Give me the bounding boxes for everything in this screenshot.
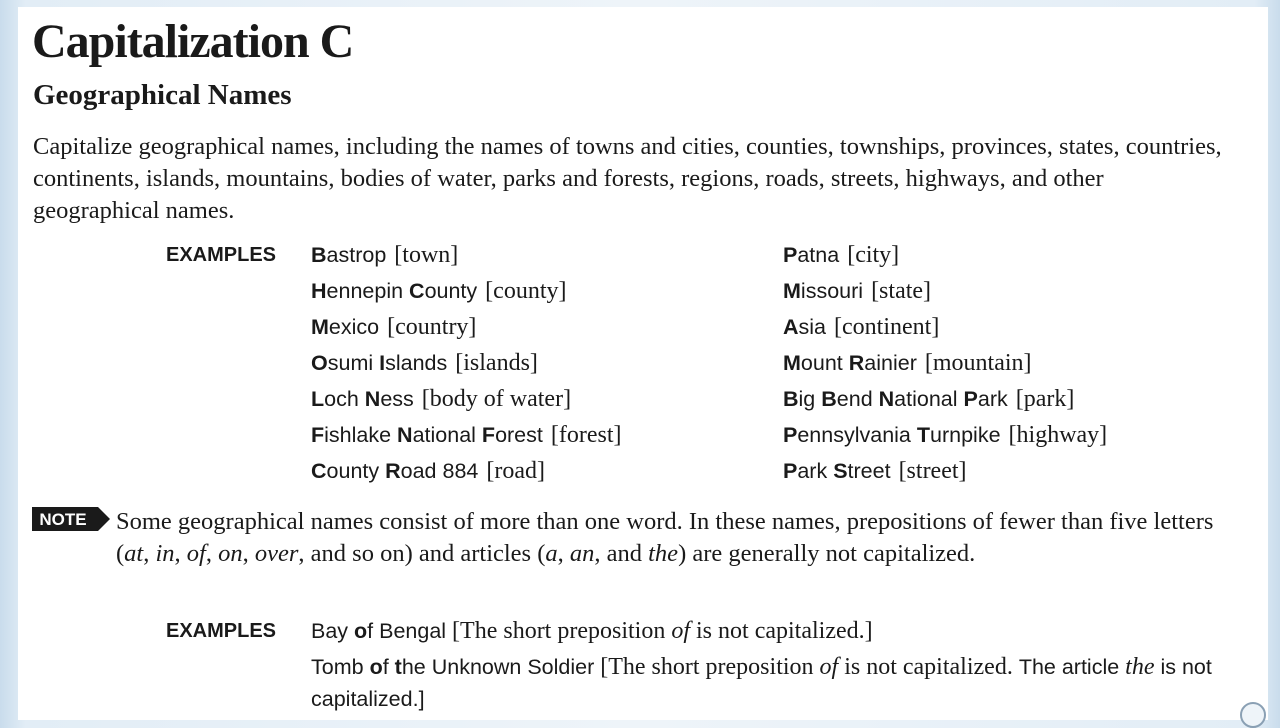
examples-label: EXAMPLES bbox=[166, 244, 277, 266]
italic-word: of bbox=[819, 654, 839, 680]
capital-letter: B bbox=[821, 387, 837, 411]
examples-right-column bbox=[783, 237, 1107, 489]
text-run: , and so on) and articles ( bbox=[298, 540, 546, 567]
term-text: ount bbox=[800, 351, 849, 375]
example-category: [highway] bbox=[1008, 422, 1108, 448]
capital-letter: M bbox=[783, 351, 801, 375]
example-row bbox=[311, 345, 622, 381]
example-category: [mountain] bbox=[924, 350, 1032, 376]
term-text: oad 884 bbox=[400, 459, 479, 483]
term-text: ennepin bbox=[326, 279, 410, 303]
example-row bbox=[311, 309, 622, 345]
term-text: end bbox=[836, 387, 879, 411]
example-row bbox=[783, 273, 1107, 309]
term-text: ounty bbox=[424, 279, 478, 303]
example-term bbox=[311, 243, 386, 267]
example-term bbox=[311, 351, 447, 375]
example-term bbox=[783, 315, 826, 339]
example-comment: [The short preposition bbox=[452, 618, 672, 644]
text-run: , bbox=[205, 540, 219, 567]
text-run: , and bbox=[594, 540, 649, 567]
term-text: ennsylvania bbox=[797, 423, 917, 447]
capital-letter: H bbox=[311, 279, 327, 303]
example-row bbox=[311, 381, 622, 417]
slide bbox=[18, 7, 1268, 720]
term-text: ig bbox=[798, 387, 822, 411]
term-text: ark bbox=[797, 459, 834, 483]
intro-paragraph: Capitalize geographical names, including the names of towns and cities, counties, townships, provinces, states, countries, continents, islands, mountains, bodies of water, parks and forests, regions, roads, streets, highways, and other geographical names. bbox=[33, 133, 1222, 224]
text-run: f bbox=[382, 655, 395, 679]
text-run: , bbox=[242, 540, 255, 567]
italic-word: the bbox=[1125, 654, 1155, 680]
text-run: Some geographical names consist of more than one word. In these names, prepositions of fewer than five letters ( bbox=[116, 508, 1214, 567]
italic-word: of bbox=[671, 618, 691, 644]
term-text: slands bbox=[385, 351, 448, 375]
italic-word: on bbox=[218, 540, 243, 567]
examples2-label: EXAMPLES bbox=[166, 620, 277, 642]
bold-letter: t bbox=[394, 655, 402, 679]
text-run: Bay bbox=[311, 619, 355, 643]
example-row bbox=[783, 381, 1107, 417]
note-badge-icon bbox=[32, 507, 110, 531]
term-text: sia bbox=[798, 315, 827, 339]
example-category: [street] bbox=[898, 458, 967, 484]
italic-word: at bbox=[124, 540, 144, 567]
note-paragraph bbox=[116, 506, 1226, 570]
example-preposition-row bbox=[311, 615, 1251, 647]
example-term bbox=[783, 243, 839, 267]
example-term bbox=[783, 459, 891, 483]
example-row bbox=[311, 273, 622, 309]
example-category: [body of water] bbox=[421, 386, 572, 412]
text-run: Tomb bbox=[311, 655, 370, 679]
example-row bbox=[783, 417, 1107, 453]
text-run: ) are generally not capitalized. bbox=[678, 540, 976, 567]
capital-letter: P bbox=[783, 459, 798, 483]
term-text: atna bbox=[797, 243, 840, 267]
example-category: [state] bbox=[871, 278, 932, 304]
italic-word: the bbox=[648, 540, 679, 567]
capital-letter: B bbox=[311, 243, 327, 267]
example-term bbox=[311, 279, 477, 303]
example-category: [park] bbox=[1015, 386, 1075, 412]
example-category: [city] bbox=[847, 242, 900, 268]
example-preposition-row bbox=[311, 651, 1251, 715]
example-category: [county] bbox=[485, 278, 567, 304]
bold-letter: o bbox=[354, 619, 368, 643]
term-text: astrop bbox=[326, 243, 387, 267]
capital-letter: N bbox=[364, 387, 381, 411]
example-row bbox=[783, 453, 1107, 489]
capital-letter: B bbox=[783, 387, 799, 411]
italic-word: in bbox=[155, 540, 175, 567]
capital-letter: C bbox=[409, 279, 425, 303]
term-text: urnpike bbox=[930, 423, 1001, 447]
term-text: exico bbox=[328, 315, 380, 339]
example-row bbox=[783, 237, 1107, 273]
capital-letter: M bbox=[783, 279, 801, 303]
example-row bbox=[783, 345, 1107, 381]
capital-letter: P bbox=[963, 387, 978, 411]
example-category: [country] bbox=[387, 314, 477, 340]
term-text: orest bbox=[495, 423, 543, 447]
capital-letter: N bbox=[397, 423, 413, 447]
corner-circle-icon bbox=[1240, 702, 1266, 728]
example-term bbox=[783, 351, 917, 375]
example-term bbox=[311, 387, 414, 411]
text-run: f Bengal bbox=[367, 619, 453, 643]
example-comment: [The short preposition bbox=[600, 654, 820, 680]
capital-letter: F bbox=[311, 423, 325, 447]
capital-letter: M bbox=[311, 315, 329, 339]
example-comment: is not capitalized. bbox=[838, 654, 1019, 680]
example-row bbox=[783, 309, 1107, 345]
capital-letter: P bbox=[783, 243, 798, 267]
term-text: treet bbox=[847, 459, 891, 483]
example-term bbox=[783, 279, 863, 303]
term-text: och bbox=[324, 387, 365, 411]
capital-letter: L bbox=[311, 387, 325, 411]
capital-letter: T bbox=[916, 423, 931, 447]
example-row bbox=[311, 453, 622, 489]
example-row bbox=[311, 237, 622, 273]
italic-word: over bbox=[254, 540, 299, 567]
text-run: The article bbox=[1018, 655, 1126, 679]
italic-word: a bbox=[545, 540, 558, 567]
capital-letter: N bbox=[878, 387, 895, 411]
term-text: ational bbox=[894, 387, 964, 411]
example-category: [continent] bbox=[834, 314, 940, 340]
example-category: [forest] bbox=[550, 422, 622, 448]
capital-letter: P bbox=[783, 423, 798, 447]
italic-word: an bbox=[569, 540, 595, 567]
term-text: sumi bbox=[327, 351, 380, 375]
term-text: ainier bbox=[864, 351, 917, 375]
italic-word: of bbox=[186, 540, 206, 567]
example-term bbox=[783, 387, 1008, 411]
example-term bbox=[311, 423, 543, 447]
term-text: ark bbox=[977, 387, 1008, 411]
text-run: , bbox=[143, 540, 156, 567]
examples-left-column bbox=[311, 237, 622, 489]
term-text: ounty bbox=[326, 459, 386, 483]
example-term bbox=[783, 423, 1001, 447]
text-run: , bbox=[174, 540, 187, 567]
term-text: ess bbox=[380, 387, 414, 411]
page-title: Capitalization C bbox=[32, 15, 354, 68]
example-term bbox=[311, 315, 379, 339]
example-category: [islands] bbox=[455, 350, 538, 376]
term-text: issouri bbox=[800, 279, 864, 303]
text-run: , bbox=[557, 540, 570, 567]
example-category: [road] bbox=[486, 458, 545, 484]
capital-letter: R bbox=[385, 459, 401, 483]
example-term bbox=[311, 459, 478, 483]
capital-letter: R bbox=[848, 351, 865, 375]
example-category: [town] bbox=[394, 242, 459, 268]
term-text: ishlake bbox=[324, 423, 398, 447]
capital-letter: O bbox=[311, 351, 328, 375]
note-badge-label: NOTE bbox=[39, 510, 87, 529]
capital-letter: C bbox=[311, 459, 327, 483]
example-row bbox=[311, 417, 622, 453]
text-run: is not capitalized.] bbox=[311, 655, 1212, 711]
section-subtitle: Geographical Names bbox=[33, 79, 292, 111]
example-comment: is not capitalized.] bbox=[690, 618, 873, 644]
bold-letter: o bbox=[369, 655, 383, 679]
capital-letter: S bbox=[833, 459, 848, 483]
capital-letter: I bbox=[379, 351, 386, 375]
capital-letter: A bbox=[783, 315, 799, 339]
term-text: ational bbox=[412, 423, 482, 447]
text-run: he Unknown Soldier bbox=[401, 655, 601, 679]
capital-letter: F bbox=[481, 423, 496, 447]
